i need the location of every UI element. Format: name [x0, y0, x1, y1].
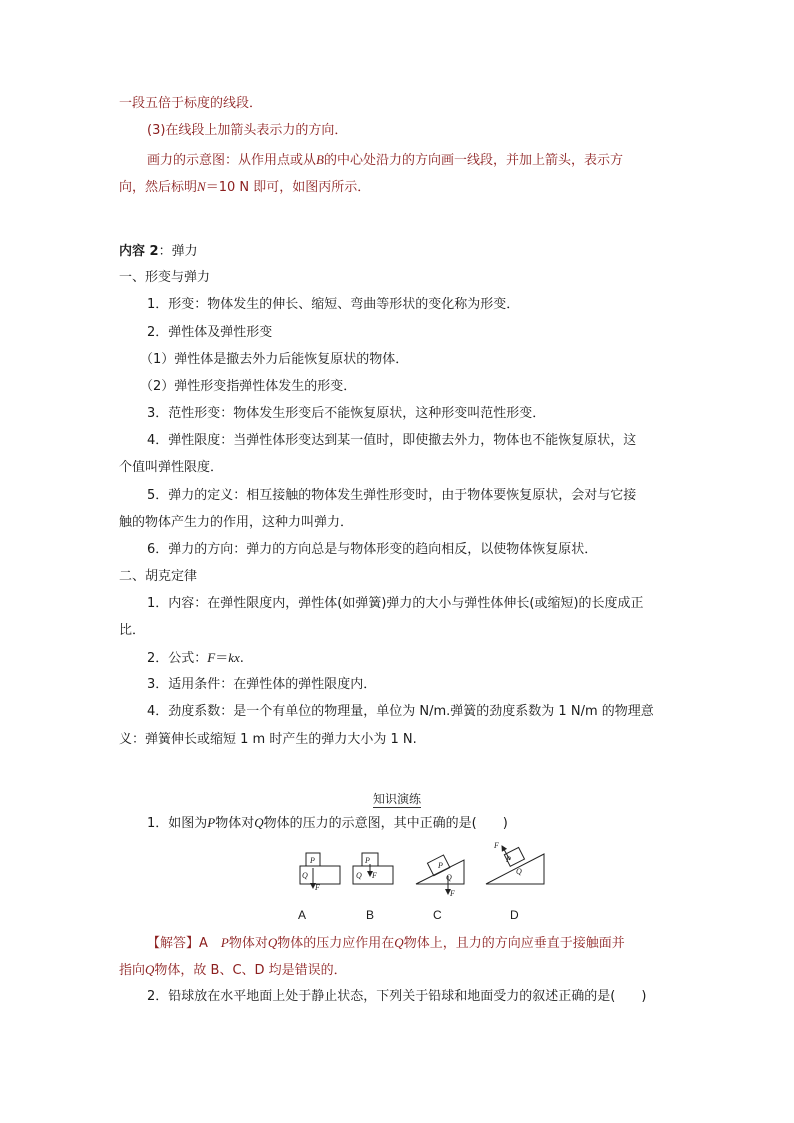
list-item: 3．适用条件：在弹性体的弹性限度内．: [147, 677, 377, 692]
svg-text:P: P: [506, 855, 511, 864]
text-line: 画力的示意图：从作用点或从B的中心处沿力的方向画一线段，并加上箭头，表示方: [147, 152, 623, 168]
list-item: 比．: [119, 623, 146, 638]
list-item: 4．劲度系数：是一个有单位的物理量，单位为 N/m.弹簧的劲度系数为 1 N/m 的物理意: [147, 704, 654, 719]
list-item: 1．内容：在弹性限度内，弹性体(如弹簧)弹力的大小与弹性体伸长(或缩短)的长度成正: [147, 596, 644, 611]
svg-text:F: F: [315, 883, 320, 892]
option-a-diagram: [300, 853, 340, 892]
text-line: 向，然后标明N＝10 N 即可，如图丙所示．: [119, 179, 371, 195]
question-1: 1．如图为P物体对Q物体的压力的示意图，其中正确的是( ): [147, 815, 508, 831]
force-diagram: [280, 838, 550, 898]
svg-text:Q: Q: [302, 871, 308, 880]
question-2: 2．铅球放在水平地面上处于静止状态，下列关于铅球和地面受力的叙述正确的是( ): [147, 989, 647, 1004]
option-label-a: A: [298, 908, 307, 922]
svg-text:P: P: [310, 856, 315, 865]
subsection-heading: 二、胡克定律: [119, 569, 198, 584]
option-label-b: B: [366, 908, 375, 922]
list-item: 2．弹性体及弹性形变: [147, 325, 273, 340]
svg-text:Q: Q: [356, 871, 362, 880]
subsection-heading: 一、形变与弹力: [119, 270, 211, 285]
formula-line: 2．公式：F＝kx.: [147, 650, 244, 666]
option-label-d: D: [510, 908, 519, 922]
option-label-c: C: [433, 908, 442, 922]
svg-text:F: F: [494, 841, 499, 850]
list-item: 6．弹力的方向：弹力的方向总是与物体形变的趋向相反，以使物体恢复原状．: [147, 542, 598, 557]
option-d-diagram: [486, 841, 544, 884]
svg-text:P: P: [365, 856, 370, 865]
option-b-diagram: [353, 853, 393, 884]
list-item: 5．弹力的定义：相互接触的物体发生弹性形变时，由于物体要恢复原状，会对与它接: [147, 488, 637, 503]
list-item: 个值叫弹性限度．: [119, 460, 224, 475]
list-item: （1）弹性体是撤去外力后能恢复原状的物体．: [140, 352, 409, 367]
practice-title: 知识演练: [372, 792, 421, 806]
list-item: 3．范性形变：物体发生形变后不能恢复原状，这种形变叫范性形变．: [147, 406, 546, 421]
list-item: 4．弹性限度：当弹性体形变达到某一值时，即使撤去外力，物体也不能恢复原状，这: [147, 433, 637, 448]
text-line: (3)在线段上加箭头表示力的方向．: [147, 123, 348, 138]
list-item: （2）弹性形变指弹性体发生的形变．: [140, 379, 357, 394]
option-c-diagram: [416, 855, 464, 898]
answer-line: 指向Q物体，故 B、C、D 均是错误的．: [119, 962, 347, 978]
list-item: 义：弹簧伸长或缩短 1 m 时产生的弹力大小为 1 N.: [119, 732, 417, 747]
svg-text:F: F: [372, 871, 377, 880]
svg-text:Q: Q: [446, 873, 452, 882]
section-heading: 内容 2：弹力: [119, 244, 198, 259]
text-line: 一段五倍于标度的线段．: [119, 96, 263, 111]
svg-text:P: P: [438, 861, 443, 870]
svg-text:Q: Q: [516, 867, 522, 876]
list-item: 触的物体产生力的作用，这种力叫弹力．: [119, 515, 354, 530]
list-item: 1．形变：物体发生的伸长、缩短、弯曲等形状的变化称为形变．: [147, 297, 520, 312]
svg-text:F: F: [450, 889, 455, 898]
answer-line: 【解答】A P物体对Q物体的压力应作用在Q物体上，且力的方向应垂直于接触面并: [147, 935, 625, 951]
